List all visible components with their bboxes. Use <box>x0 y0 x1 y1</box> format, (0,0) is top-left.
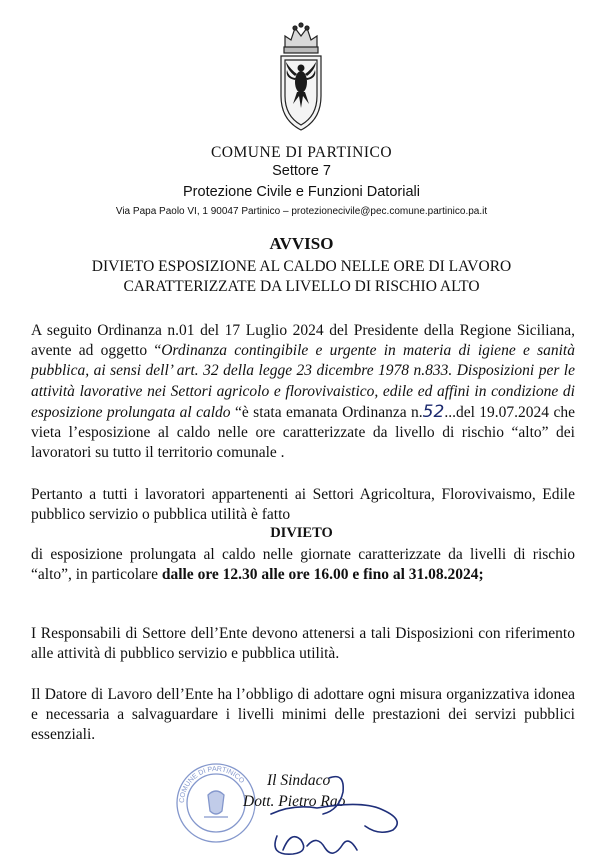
comune-name: COMUNE DI PARTINICO <box>210 144 393 161</box>
prohibition-text: di esposizione prolungata al caldo nelle giornate caratterizzate da livelli di rischio “alto”, in particolare <box>31 546 575 584</box>
signature-name: Dott. Pietro Rao <box>243 793 346 810</box>
divieto-heading: DIVIETO <box>270 525 333 541</box>
address-line: Via Papa Paolo VI, 1 90047 Partinico – protezionecivile@pec.comune.partinico.pa.it <box>115 206 488 217</box>
handwritten-signature-icon <box>233 770 413 866</box>
signature-title: Il Sindaco <box>267 772 331 789</box>
notice-subtitle-line1: DIVIETO ESPOSIZIONE AL CALDO NELLE ORE DI LAVORO <box>91 258 512 275</box>
paragraph-ordinance <box>31 321 575 463</box>
paragraph-prohibition <box>31 545 575 585</box>
ordinance-issued: “è stata emanata Ordinanza n. <box>230 403 423 421</box>
prohibition-hours: dalle ore 12.30 alle ore 16.00 e fino al 31.08.2024; <box>161 566 484 584</box>
ordinance-effect: ...del 19.07.2024 che vieta l’esposizione al caldo nelle ore caratterizzate da livello di rischio “alto” dei lavoratori su tutto il territorio comunale . <box>31 403 575 462</box>
department-name: Protezione Civile e Funzioni Datoriali <box>183 184 420 200</box>
stamp-text: COMUNE DI PARTINICO <box>178 765 246 804</box>
notice-title: AVVISO <box>269 234 334 253</box>
paragraph-workers: Pertanto a tutti i lavoratori appartenenti ai Settori Agricoltura, Florovivaismo, Edile pubblico servizio o pubblica utilità è fatto <box>31 486 575 524</box>
paragraph-employer: Il Datore di Lavoro dell’Ente ha l’obbligo di adottare ogni misura organizzativa idonea e necessaria a salvaguardare i livelli minimi delle prestazioni dei servizi pubblici essenziali. <box>31 686 575 744</box>
ordinance-number-handwritten: 52 <box>422 401 445 422</box>
municipal-crest-icon <box>271 16 331 136</box>
notice-subtitle-line2: CARATTERIZZATE DA LIVELLO DI RISCHIO ALTO <box>123 278 480 295</box>
ordinance-intro: A seguito Ordinanza n.01 del 17 Luglio 2024 del Presidente della Regione Siciliana, avente ad oggetto “ <box>31 322 575 360</box>
paragraph-managers: I Responsabili di Settore dell’Ente devono attenersi a tali Disposizioni con riferimento alle attività di pubblico servizio e pubblica utilità. <box>31 625 575 663</box>
ordinance-subject: Ordinanza contingibile e urgente in materia di igiene e sanità pubblica, ai sensi dell’ art. 32 della legge 23 dicembre 1978 n.833. Disposizioni per le attività lavorative nei Settori agricolo e florovivaistico, edile ed affini in condizione di esposizione prolungata al caldo <box>31 342 575 421</box>
settore-label: Settore 7 <box>272 163 331 179</box>
